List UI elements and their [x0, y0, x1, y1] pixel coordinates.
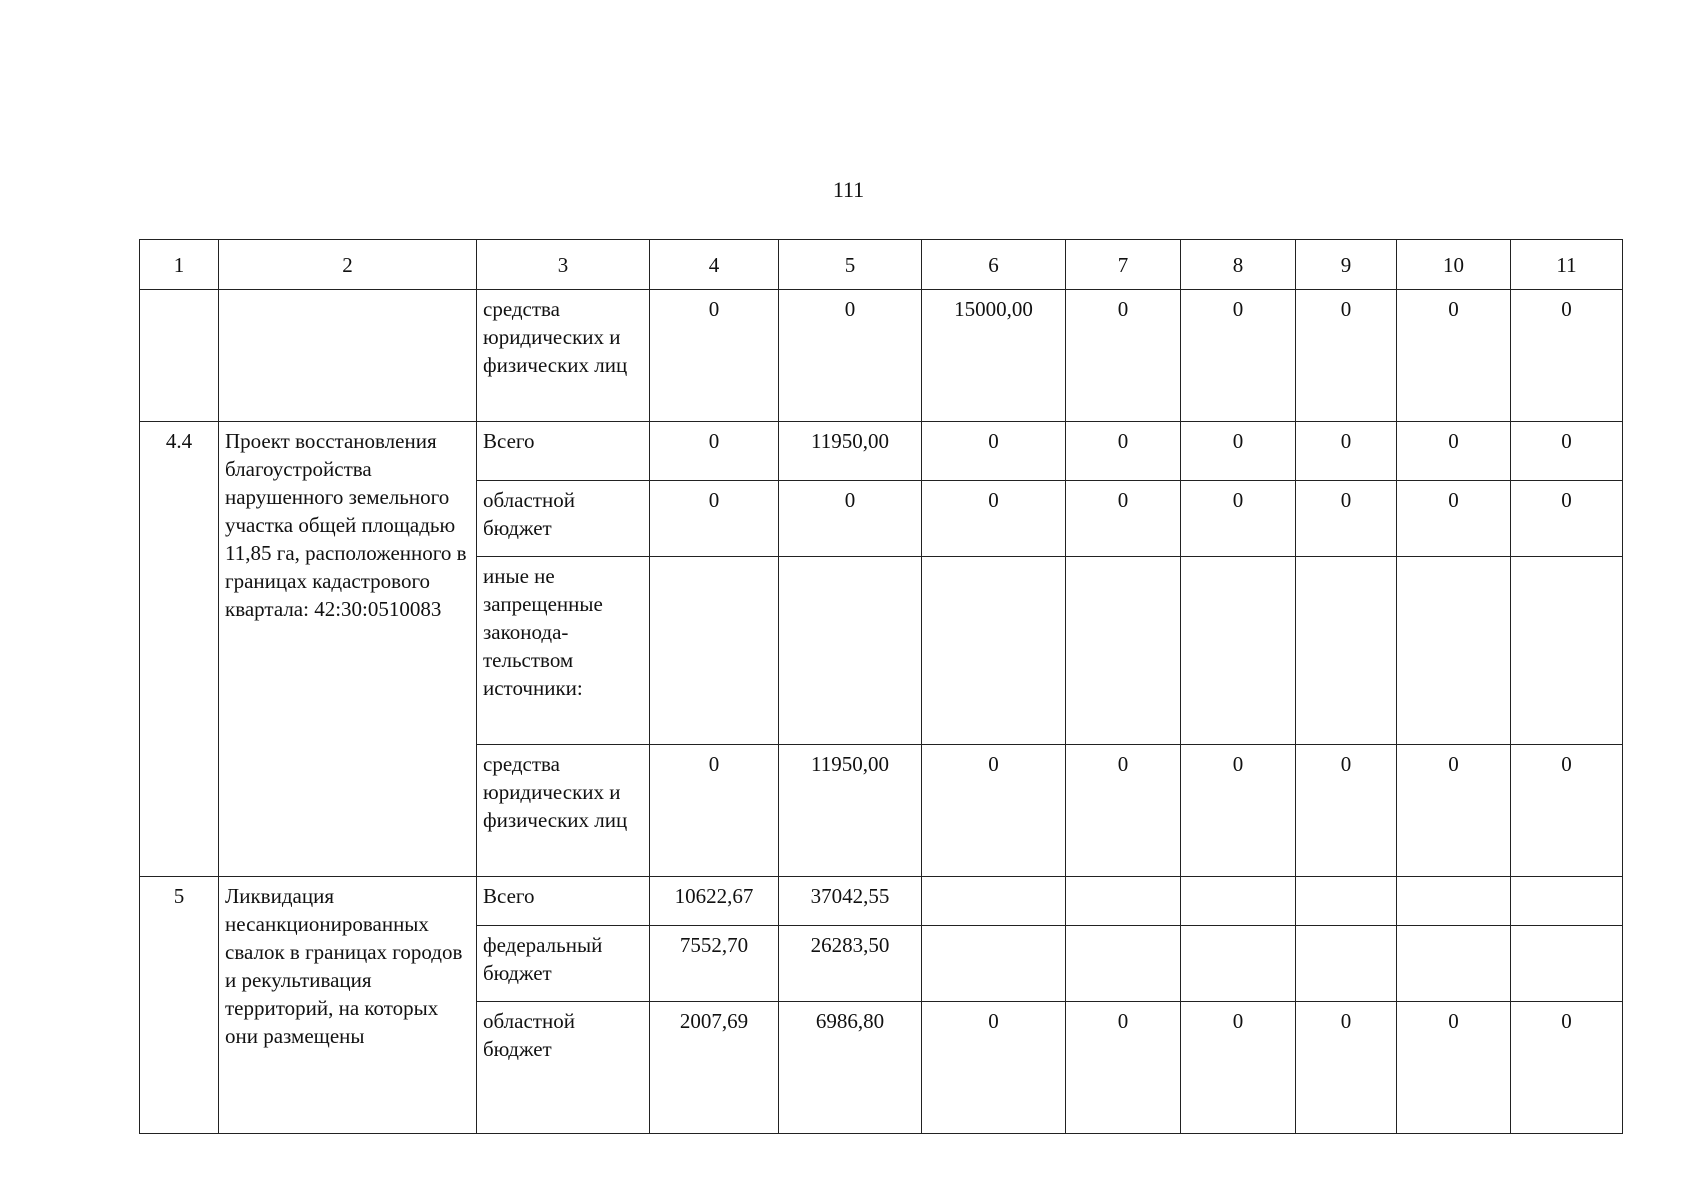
- value-cell: 0: [650, 290, 779, 422]
- funding-source-cell: федеральный бюджет: [477, 926, 650, 1002]
- value-cell: 0: [1296, 290, 1397, 422]
- value-cell: 0: [650, 422, 779, 481]
- value-cell: 0: [922, 422, 1066, 481]
- value-cell: [1296, 557, 1397, 745]
- value-cell: [1181, 877, 1296, 926]
- value-cell: [1397, 926, 1511, 1002]
- value-cell: [1511, 557, 1623, 745]
- column-header: 9: [1296, 240, 1397, 290]
- value-cell: 0: [650, 481, 779, 557]
- value-cell: [1397, 877, 1511, 926]
- value-cell: 0: [1511, 1002, 1623, 1134]
- column-number-row: [140, 240, 1623, 290]
- value-cell: 0: [1066, 481, 1181, 557]
- value-cell: 0: [1181, 745, 1296, 877]
- row-number-cell: 5: [140, 877, 219, 1134]
- funding-source-cell: средства юридических и физических лиц: [477, 745, 650, 877]
- row-number-cell: 4.4: [140, 422, 219, 877]
- value-cell: 37042,55: [779, 877, 922, 926]
- funding-source-cell: областной бюджет: [477, 1002, 650, 1134]
- page-number: 111: [832, 177, 865, 202]
- project-name-cell: Проект восстановления благоустройства нарушенного земельного участка общей площадью 11,85 га, расположенного в границах кадастрового квартала: 42:30:0510083: [219, 422, 477, 877]
- value-cell: 0: [922, 745, 1066, 877]
- column-header: 5: [779, 240, 922, 290]
- value-cell: 26283,50: [779, 926, 922, 1002]
- value-cell: 6986,80: [779, 1002, 922, 1134]
- value-cell: 11950,00: [779, 745, 922, 877]
- value-cell: [650, 557, 779, 745]
- value-cell: [1296, 877, 1397, 926]
- funding-source-cell: Всего: [477, 422, 650, 481]
- table-row: [140, 290, 1623, 422]
- project-name-cell: Ликвидация несанкционированных свалок в границах городов и рекультивация территорий, на которых они размещены: [219, 877, 477, 1134]
- value-cell: 0: [1181, 1002, 1296, 1134]
- value-cell: 0: [922, 1002, 1066, 1134]
- value-cell: 0: [779, 290, 922, 422]
- value-cell: 10622,67: [650, 877, 779, 926]
- value-cell: 0: [1296, 481, 1397, 557]
- value-cell: 0: [1397, 290, 1511, 422]
- column-header: 11: [1511, 240, 1623, 290]
- column-header: 6: [922, 240, 1066, 290]
- value-cell: 0: [1296, 745, 1397, 877]
- value-cell: [922, 926, 1066, 1002]
- value-cell: 0: [1181, 422, 1296, 481]
- value-cell: 0: [1397, 745, 1511, 877]
- value-cell: [922, 877, 1066, 926]
- column-header: 7: [1066, 240, 1181, 290]
- value-cell: [779, 557, 922, 745]
- funding-source-cell: средства юридических и физических лиц: [477, 290, 650, 422]
- value-cell: [1511, 926, 1623, 1002]
- value-cell: 0: [922, 481, 1066, 557]
- row-number-cell: [140, 290, 219, 422]
- value-cell: 0: [1066, 422, 1181, 481]
- value-cell: 0: [1511, 422, 1623, 481]
- value-cell: 0: [1511, 290, 1623, 422]
- value-cell: 0: [1181, 481, 1296, 557]
- value-cell: 2007,69: [650, 1002, 779, 1134]
- value-cell: 0: [1181, 290, 1296, 422]
- value-cell: [922, 557, 1066, 745]
- value-cell: 11950,00: [779, 422, 922, 481]
- column-header: 10: [1397, 240, 1511, 290]
- value-cell: 0: [1066, 290, 1181, 422]
- table-row: [140, 422, 1623, 481]
- value-cell: 0: [650, 745, 779, 877]
- value-cell: 0: [1511, 745, 1623, 877]
- value-cell: 0: [1397, 481, 1511, 557]
- value-cell: [1066, 926, 1181, 1002]
- value-cell: 0: [1066, 1002, 1181, 1134]
- funding-source-cell: областной бюджет: [477, 481, 650, 557]
- value-cell: [1511, 877, 1623, 926]
- value-cell: 7552,70: [650, 926, 779, 1002]
- value-cell: [1066, 877, 1181, 926]
- funding-source-cell: Всего: [477, 877, 650, 926]
- value-cell: 0: [1397, 422, 1511, 481]
- value-cell: 0: [1066, 745, 1181, 877]
- budget-table: [139, 239, 1623, 1134]
- column-header: 8: [1181, 240, 1296, 290]
- value-cell: [1066, 557, 1181, 745]
- value-cell: 15000,00: [922, 290, 1066, 422]
- column-header: 3: [477, 240, 650, 290]
- value-cell: 0: [1397, 1002, 1511, 1134]
- value-cell: 0: [1296, 422, 1397, 481]
- table-row: [140, 877, 1623, 926]
- project-name-cell: [219, 290, 477, 422]
- column-header: 4: [650, 240, 779, 290]
- column-header: 2: [219, 240, 477, 290]
- funding-source-cell: иные не запрещенные законода-тельством источники:: [477, 557, 650, 745]
- value-cell: 0: [1296, 1002, 1397, 1134]
- value-cell: [1181, 926, 1296, 1002]
- value-cell: 0: [779, 481, 922, 557]
- value-cell: [1181, 557, 1296, 745]
- column-header: 1: [140, 240, 219, 290]
- value-cell: [1397, 557, 1511, 745]
- value-cell: [1296, 926, 1397, 1002]
- value-cell: 0: [1511, 481, 1623, 557]
